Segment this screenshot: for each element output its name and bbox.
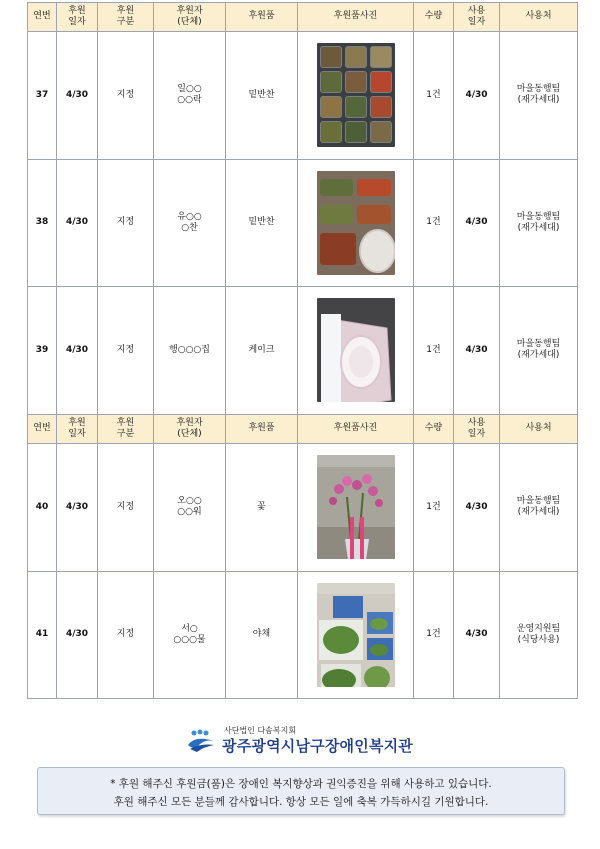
row-no: 38 (28, 159, 57, 287)
row-type: 지정 (98, 32, 154, 160)
vegetable-photo (317, 583, 395, 687)
row-use-date: 4/30 (454, 444, 500, 572)
header-photo: 후원품사진 (298, 3, 414, 32)
row-place: 마을동행팀 (재가세대) (500, 159, 578, 287)
row-date: 4/30 (57, 287, 98, 415)
row-use-date: 4/30 (454, 571, 500, 699)
thank-you-notice (37, 767, 565, 815)
organization-name: 광주광역시남구장애인복지관 (222, 737, 413, 755)
notice-line-1: * 후원 해주신 후원금(품)은 장애인 복지향상과 권익증진을 위해 사용하고 있습니다. (110, 778, 492, 790)
row-photo-cell (298, 571, 414, 699)
row-photo-cell (298, 287, 414, 415)
row-date: 4/30 (57, 444, 98, 572)
row-use-date: 4/30 (454, 159, 500, 287)
notice-line-2: 후원 해주신 모든 분들께 감사합니다. 항상 모든 일에 축복 가득하시길 기원합니다. (113, 796, 489, 808)
header-date: 후원 일자 (57, 3, 98, 32)
row-date: 4/30 (57, 32, 98, 160)
orchid-photo (317, 455, 395, 559)
row-place: 마을동행팀 (재가세대) (500, 444, 578, 572)
header-item: 후원품 (226, 415, 298, 444)
header-qty: 수량 (414, 415, 454, 444)
row-donor: 오○○ ○○워 (154, 444, 226, 572)
header-date: 후원 일자 (57, 415, 98, 444)
row-place: 마을동행팀 (재가세대) (500, 287, 578, 415)
table-header-row (28, 3, 578, 32)
table-row (28, 159, 578, 287)
cake-box-graphic (317, 310, 395, 403)
row-no: 39 (28, 287, 57, 415)
row-photo-cell (298, 444, 414, 572)
row-qty: 1건 (414, 32, 454, 160)
header-no: 연번 (28, 415, 57, 444)
row-date: 4/30 (57, 571, 98, 699)
header-no: 연번 (28, 3, 57, 32)
row-type: 지정 (98, 444, 154, 572)
logo-icon (187, 729, 215, 753)
donation-table-2 (27, 414, 578, 699)
header-type: 후원 구분 (98, 3, 154, 32)
row-donor: 서○ ○○○물 (154, 571, 226, 699)
row-type: 지정 (98, 287, 154, 415)
row-donor: 행○○○집 (154, 287, 226, 415)
row-place: 마을동행팀 (재가세대) (500, 32, 578, 160)
header-qty: 수량 (414, 3, 454, 32)
row-use-date: 4/30 (454, 287, 500, 415)
row-qty: 1건 (414, 159, 454, 287)
vegetable-graphic (317, 594, 395, 687)
donation-table-1 (27, 2, 578, 415)
row-no: 40 (28, 444, 57, 572)
side-dish-photo (317, 43, 395, 147)
row-place: 운영지원팀 (식당사용) (500, 571, 578, 699)
row-photo-cell (298, 159, 414, 287)
table-row (28, 287, 578, 415)
header-type: 후원 구분 (98, 415, 154, 444)
row-item: 밑반찬 (226, 159, 298, 287)
row-qty: 1건 (414, 444, 454, 572)
row-qty: 1건 (414, 287, 454, 415)
row-type: 지정 (98, 571, 154, 699)
header-place: 사용처 (500, 3, 578, 32)
cake-photo (317, 298, 395, 402)
row-qty: 1건 (414, 571, 454, 699)
row-item: 꽃 (226, 444, 298, 572)
table-row (28, 571, 578, 699)
row-item: 케이크 (226, 287, 298, 415)
header-use-date: 사용 일자 (454, 3, 500, 32)
row-photo-cell (298, 32, 414, 160)
header-use-date: 사용 일자 (454, 415, 500, 444)
header-place: 사용처 (500, 415, 578, 444)
row-date: 4/30 (57, 159, 98, 287)
header-photo: 후원품사진 (298, 415, 414, 444)
row-no: 41 (28, 571, 57, 699)
header-donor: 후원자 (단체) (154, 3, 226, 32)
table-row (28, 32, 578, 160)
row-no: 37 (28, 32, 57, 160)
row-donor: 유○○ ○찬 (154, 159, 226, 287)
table-row (28, 444, 578, 572)
row-use-date: 4/30 (454, 32, 500, 160)
header-item: 후원품 (226, 3, 298, 32)
organization-logo (0, 724, 600, 756)
organization-subtitle: 사단법인 다솜복지회 (224, 726, 297, 735)
side-dish-photo (317, 171, 395, 275)
orchid-graphic (317, 467, 395, 560)
row-donor: 일○○ ○○락 (154, 32, 226, 160)
table-header-row (28, 415, 578, 444)
header-donor: 후원자 (단체) (154, 415, 226, 444)
row-item: 야채 (226, 571, 298, 699)
row-item: 밑반찬 (226, 32, 298, 160)
row-type: 지정 (98, 159, 154, 287)
